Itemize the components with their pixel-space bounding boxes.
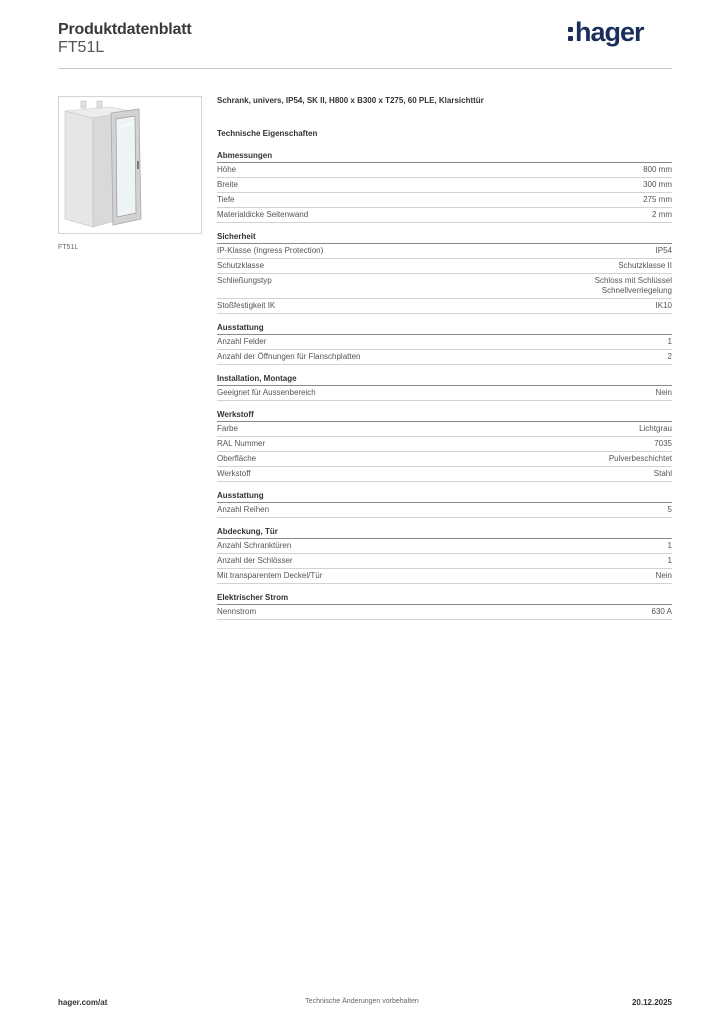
spec-value: 2 mm [652, 210, 672, 219]
spec-label: Stoßfestigkeit IK [217, 301, 276, 310]
spec-row [217, 274, 672, 299]
spec-label: Anzahl der Öffnungen für Flanschplatten [217, 352, 361, 361]
spec-row [217, 178, 672, 193]
footer-date: 20.12.2025 [631, 998, 672, 1007]
product-code: FT51L [58, 39, 105, 56]
spec-value: IP54 [655, 246, 672, 255]
spec-label: RAL Nummer [217, 439, 266, 448]
header-divider [58, 68, 672, 69]
spec-row [217, 244, 672, 259]
spec-value: 1 [667, 556, 672, 565]
spec-row [217, 452, 672, 467]
spec-label: Anzahl der Schlösser [217, 556, 293, 565]
spec-value: 7035 [654, 439, 672, 448]
tech-properties-heading: Technische Eigenschaften [217, 129, 318, 138]
main-content [217, 96, 672, 629]
spec-value: 630 A [651, 607, 672, 616]
section-title: Abmessungen [217, 151, 672, 163]
spec-row [217, 208, 672, 223]
product-description: Schrank, univers, IP54, SK II, H800 x B300 x T275, 60 PLE, Klarsichttür [217, 96, 484, 105]
section-title: Ausstattung [217, 491, 672, 503]
spec-label: Geeignet für Aussenbereich [217, 388, 316, 397]
spec-label: Höhe [217, 165, 237, 174]
spec-row [217, 569, 672, 584]
spec-row [217, 386, 672, 401]
spec-label: Anzahl Reihen [217, 505, 270, 514]
spec-row [217, 554, 672, 569]
spec-section [217, 232, 672, 314]
spec-value: Nein [655, 571, 672, 580]
spec-label: Breite [217, 180, 238, 189]
spec-row [217, 193, 672, 208]
spec-row [217, 335, 672, 350]
section-title: Installation, Montage [217, 374, 672, 386]
spec-section [217, 323, 672, 365]
spec-label: Mit transparentem Deckel/Tür [217, 571, 323, 580]
spec-label: IP-Klasse (Ingress Protection) [217, 246, 324, 255]
image-caption: FT51L [58, 244, 79, 251]
spec-row [217, 299, 672, 314]
spec-value: 5 [667, 505, 672, 514]
spec-row [217, 350, 672, 365]
cabinet-illustration [59, 97, 201, 233]
spec-value: Pulverbeschichtet [608, 454, 672, 463]
spec-row [217, 163, 672, 178]
logo-text: hager [575, 17, 644, 47]
spec-sections [217, 151, 672, 620]
spec-label: Schutzklasse [217, 261, 265, 270]
spec-label: Materialdicke Seitenwand [217, 210, 309, 219]
footer-note: Technische Änderungen vorbehalten [305, 998, 419, 1005]
spec-label: Anzahl Schranktüren [217, 541, 292, 550]
footer-website: hager.com/at [58, 998, 108, 1007]
spec-label: Tiefe [217, 195, 235, 204]
spec-label: Farbe [217, 424, 238, 433]
section-title: Sicherheit [217, 232, 672, 244]
spec-label: Werkstoff [217, 469, 251, 478]
spec-section [217, 151, 672, 223]
section-title: Elektrischer Strom [217, 593, 672, 605]
spec-value: Nein [655, 388, 672, 397]
page-title: Produktdatenblatt [58, 21, 192, 38]
spec-value: 2 [667, 352, 672, 361]
spec-value: Schutzklasse II [618, 261, 672, 270]
spec-value: IK10 [655, 301, 672, 310]
section-title: Abdeckung, Tür [217, 527, 672, 539]
spec-section [217, 410, 672, 482]
spec-label: Nennstrom [217, 607, 257, 616]
spec-label: Oberfläche [217, 454, 257, 463]
section-title: Werkstoff [217, 410, 672, 422]
spec-value: 1 [667, 541, 672, 550]
logo-colon-icon [568, 27, 573, 41]
spec-label: Schließungstyp [217, 276, 272, 285]
hager-logo [568, 17, 644, 47]
spec-value: 800 mm [643, 165, 672, 174]
spec-value: 275 mm [643, 195, 672, 204]
spec-value: 1 [667, 337, 672, 346]
product-image [58, 96, 202, 234]
spec-value: Stahl [653, 469, 672, 478]
spec-value: Lichtgrau [639, 424, 672, 433]
spec-row [217, 503, 672, 518]
spec-row [217, 467, 672, 482]
spec-row [217, 605, 672, 620]
spec-section [217, 374, 672, 401]
spec-value: Schloss mit Schlüssel Schnellverriegelung [594, 276, 672, 295]
spec-section [217, 593, 672, 620]
spec-row [217, 539, 672, 554]
spec-label: Anzahl Felder [217, 337, 267, 346]
spec-row [217, 422, 672, 437]
spec-row [217, 259, 672, 274]
spec-row [217, 437, 672, 452]
spec-section [217, 527, 672, 584]
spec-value: 300 mm [643, 180, 672, 189]
spec-section [217, 491, 672, 518]
section-title: Ausstattung [217, 323, 672, 335]
